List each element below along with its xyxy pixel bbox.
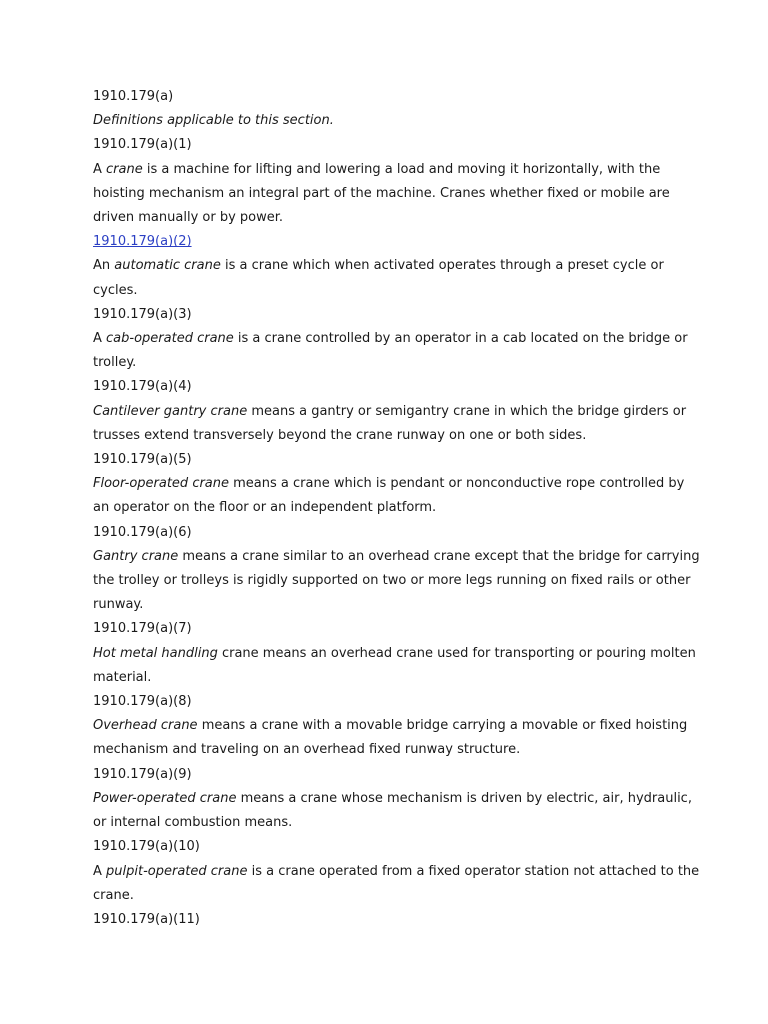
section-reference-link[interactable]: 1910.179(a)(2) xyxy=(93,234,192,250)
defined-term: pulpit-operated crane xyxy=(106,863,248,879)
definition-text: an operator on the floor or an independent platform. xyxy=(93,500,437,516)
definition-text: An xyxy=(93,258,115,274)
definition-text: trolley. xyxy=(93,355,137,371)
definition-text-line xyxy=(93,327,688,351)
section-reference: 1910.179(a)(1) xyxy=(93,137,192,153)
defined-term: Gantry crane xyxy=(93,548,179,564)
definition-text: hoisting mechanism an integral part of the machine. Cranes whether fixed or mobile are xyxy=(93,185,670,201)
section-reference: 1910.179(a)(3) xyxy=(93,306,192,322)
definition-text-line xyxy=(93,109,683,133)
definition-text-line xyxy=(93,206,683,230)
defined-term: automatic crane xyxy=(114,258,221,274)
definition-text: the trolley or trolleys is rigidly supported on two or more legs running on fixed rails or other xyxy=(93,573,691,589)
definition-text: means a crane with a movable bridge carrying a movable or fixed hoisting xyxy=(197,718,688,734)
definition-text-line xyxy=(93,472,683,496)
definition-text-line xyxy=(93,714,688,738)
definition-text-line xyxy=(93,254,683,278)
definition-text-line xyxy=(93,666,683,690)
document-body xyxy=(93,85,700,932)
definition-text-line xyxy=(93,642,696,666)
defined-term: Floor-operated crane xyxy=(93,476,230,492)
definition-text-line xyxy=(93,811,683,835)
definition-text: driven manually or by power. xyxy=(93,210,284,226)
section-reference: 1910.179(a) xyxy=(93,89,174,104)
definition-text-line xyxy=(93,182,683,206)
definition-text: crane means an overhead crane used for transporting or pouring molten xyxy=(217,645,696,661)
defined-term: cab-operated crane xyxy=(106,331,234,347)
definition-text-line xyxy=(93,738,683,762)
section-reference: 1910.179(a)(10) xyxy=(93,839,200,855)
definition-text: means a gantry or semigantry crane in which the bridge girders or xyxy=(247,403,687,419)
definition-text-line xyxy=(93,158,683,182)
section-reference: 1910.179(a)(7) xyxy=(93,621,192,637)
definition-text: A xyxy=(93,863,107,879)
definition-text-line xyxy=(93,279,683,303)
definition-text: is a crane which when activated operates through a preset cycle or xyxy=(220,258,664,274)
definition-text: is a crane controlled by an operator in a cab located on the bridge or xyxy=(233,331,688,347)
definition-text: trusses extend transversely beyond the crane runway on one or both sides. xyxy=(93,427,587,443)
definition-text: means a crane similar to an overhead crane except that the bridge for carrying xyxy=(178,548,700,564)
defined-term: Power-operated crane xyxy=(93,790,237,806)
definition-text: or internal combustion means. xyxy=(93,815,293,831)
definition-text: A xyxy=(93,161,107,177)
definition-text: means a crane whose mechanism is driven by electric, air, hydraulic, xyxy=(236,790,692,806)
section-reference: 1910.179(a)(11) xyxy=(93,911,200,927)
definition-text: crane. xyxy=(93,887,134,903)
defined-term: Definitions applicable to this section. xyxy=(93,113,334,129)
section-reference: 1910.179(a)(6) xyxy=(93,524,192,540)
definition-text: material. xyxy=(93,669,152,685)
definition-text: is a machine for lifting and lowering a load and moving it horizontally, with the xyxy=(142,161,661,177)
defined-term: Hot metal handling xyxy=(93,645,218,661)
defined-term: Overhead crane xyxy=(93,718,198,734)
defined-term: Cantilever gantry crane xyxy=(93,403,248,419)
section-reference: 1910.179(a)(4) xyxy=(93,379,192,395)
section-reference: 1910.179(a)(5) xyxy=(93,452,192,468)
definition-text-line xyxy=(93,545,700,569)
section-reference: 1910.179(a)(9) xyxy=(93,766,192,782)
definition-text-line xyxy=(93,787,692,811)
section-reference: 1910.179(a)(8) xyxy=(93,694,192,710)
definition-text-line xyxy=(93,569,691,593)
definition-text: runway. xyxy=(93,597,144,613)
definition-text: mechanism and traveling on an overhead fixed runway structure. xyxy=(93,742,521,758)
definition-text: means a crane which is pendant or nonconductive rope controlled by xyxy=(229,476,685,492)
definition-text: A xyxy=(93,331,107,347)
defined-term: crane xyxy=(106,161,143,177)
definition-text: is a crane operated from a fixed operator station not attached to the xyxy=(247,863,700,879)
definition-text-line xyxy=(93,424,683,448)
definition-text-line xyxy=(93,860,700,884)
definition-text-line xyxy=(93,496,683,520)
definition-text-line xyxy=(93,884,683,908)
definition-text-line xyxy=(93,593,683,617)
definition-text-line xyxy=(93,351,683,375)
definition-text-line xyxy=(93,400,687,424)
definition-text: cycles. xyxy=(93,282,138,298)
section-reference[interactable] xyxy=(93,230,683,254)
